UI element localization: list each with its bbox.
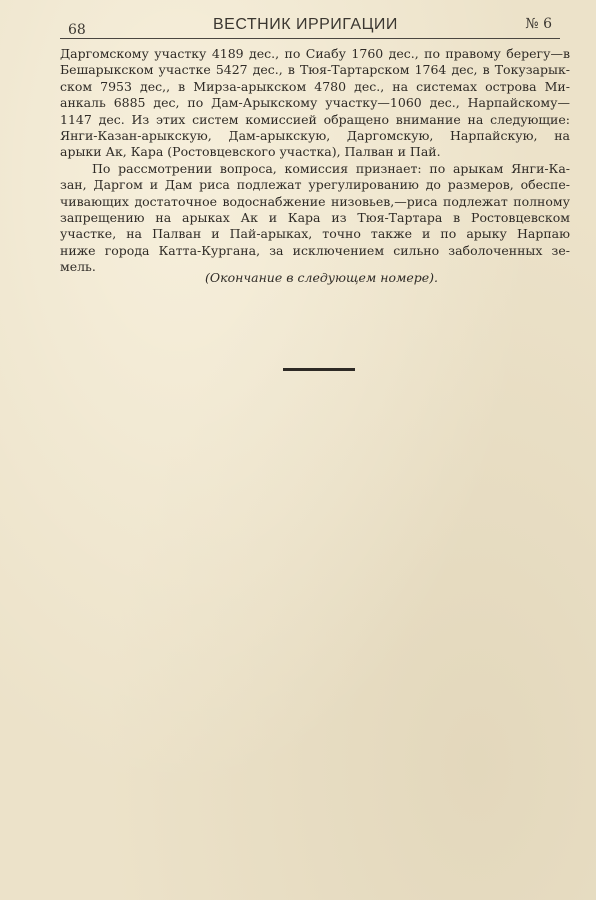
paragraph-1 bbox=[60, 46, 570, 161]
text-line: чивающих достаточное водоснабжение низовьев,—риса подлежат полному bbox=[60, 193, 570, 209]
text-line: По рассмотрении вопроса, комиссия признает: по арыкам Янги-Ка- bbox=[92, 160, 570, 176]
text-line: ском 7953 дес,, в Мирза-арыкском 4780 дес., на системах острова Ми- bbox=[60, 78, 570, 94]
issue-number: № 6 bbox=[525, 16, 552, 32]
text-line: Даргомскому участку 4189 дес., по Сиабу 1760 дес., по правому берегу—в bbox=[60, 46, 570, 61]
text-line: Янги-Казан-арыкскую, Дам-арыкскую, Даргомскую, Нарпайскую, на bbox=[60, 127, 570, 143]
text-line: арыки Ак, Кара (Ростовцевского участка), Палван и Пай. bbox=[60, 144, 441, 160]
text-line: 1147 дес. Из этих систем комиссией обращено внимание на следующие: bbox=[60, 111, 570, 127]
text-line: ниже города Катта-Кургана, за исключением сильно заболоченных зе- bbox=[60, 242, 570, 258]
text-line: запрещению на арыках Ак и Кара из Тюя-Тартара в Ростовцевском bbox=[60, 209, 570, 225]
journal-title: ВЕСТНИК ИРРИГАЦИИ bbox=[213, 16, 398, 33]
text-line: Бешарыкском участке 5427 дес., в Тюя-Тартарском 1764 дес, в Токузарык- bbox=[60, 62, 570, 78]
text-line: анкаль 6885 дес, по Дам-Арыкскому участку—1060 дес., Нарпайскому— bbox=[60, 95, 570, 111]
text-line: мель. bbox=[60, 259, 96, 275]
paragraph-2 bbox=[60, 161, 570, 276]
end-of-article-rule bbox=[283, 368, 355, 371]
page-header bbox=[60, 14, 560, 38]
continued-note: (Окончание в следующем номере). bbox=[205, 270, 439, 285]
text-line: зан, Даргом и Дам риса подлежат урегулированию до размеров, обеспе- bbox=[60, 177, 570, 193]
text-line: участке, на Палван и Пай-арыках, точно также и по арыку Нарпаю bbox=[60, 226, 570, 242]
header-rule bbox=[60, 38, 560, 39]
article-body bbox=[60, 46, 570, 275]
page-number: 68 bbox=[68, 22, 86, 38]
